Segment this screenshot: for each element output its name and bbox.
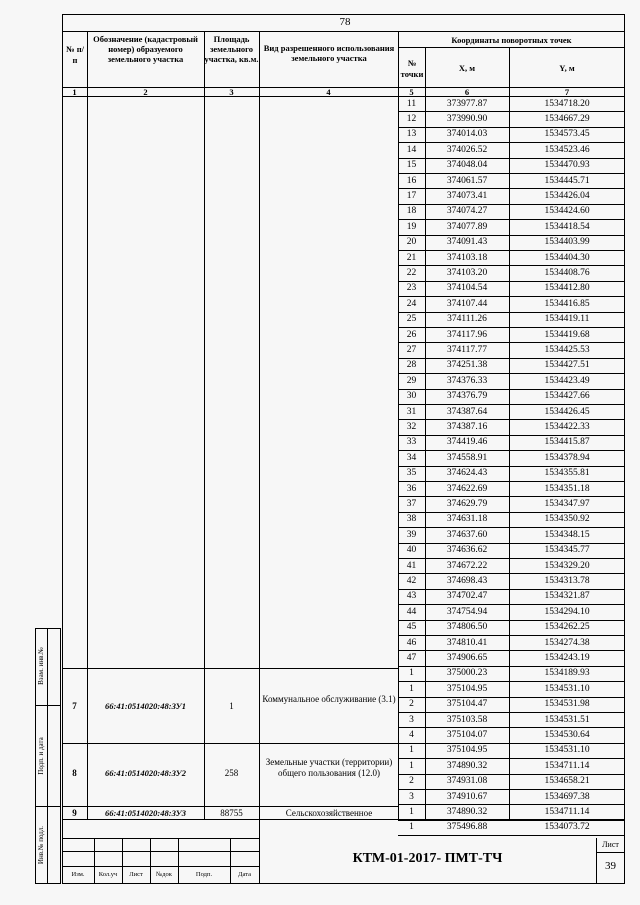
parcel-8-use: Земельные участки (территории) общего пользования (12.0): [265, 757, 393, 779]
point-number-cell: 4: [409, 729, 414, 740]
row-separator: [398, 527, 625, 528]
left-strip-sep-1: [35, 705, 61, 706]
point-number-cell: 25: [406, 314, 417, 325]
row-separator: [398, 804, 625, 805]
header-point-no: № точки: [400, 58, 424, 79]
point-number-cell: 44: [406, 606, 417, 617]
y-coordinate-cell: 1534350.92: [544, 514, 590, 525]
y-coordinate-cell: 1534073.72: [544, 822, 590, 833]
y-coordinate-cell: 1534427.66: [544, 391, 590, 402]
row-separator: [398, 774, 625, 775]
row-separator: [398, 281, 625, 282]
y-coordinate-cell: 1534415.87: [544, 437, 590, 448]
row-separator: [398, 727, 625, 728]
point-number-cell: 19: [406, 221, 417, 232]
parcel-sep-8-top: [62, 743, 398, 744]
stamp-label-ndok: №док: [156, 871, 172, 878]
header-num: № п/п: [66, 44, 84, 65]
x-coordinate-cell: 374698.43: [446, 575, 488, 586]
x-coordinate-cell: 374117.77: [446, 344, 488, 355]
x-coordinate-cell: 374672.22: [446, 560, 488, 571]
y-coordinate-cell: 1534418.54: [544, 221, 590, 232]
header-designation: Обозначение (кадастровый номер) образуемого земельного участка: [93, 34, 198, 65]
x-coordinate-cell: 374103.18: [446, 252, 488, 263]
x-coordinate-cell: 374702.47: [446, 591, 488, 602]
y-coordinate-cell: 1534345.77: [544, 545, 590, 556]
x-coordinate-cell: 374624.43: [446, 468, 488, 479]
point-number-cell: 13: [406, 129, 417, 140]
x-coordinate-cell: 374103.20: [446, 267, 488, 278]
point-number-cell: 43: [406, 591, 417, 602]
row-separator: [398, 327, 625, 328]
col-number-1: 1: [72, 87, 77, 97]
row-separator: [398, 835, 625, 836]
col-line-1: [87, 31, 88, 819]
parcel-9-area: 88755: [220, 808, 243, 818]
point-number-cell: 1: [409, 822, 414, 833]
y-coordinate-cell: 1534711.14: [544, 806, 590, 817]
y-coordinate-cell: 1534274.38: [544, 637, 590, 648]
y-coordinate-cell: 1534573.45: [544, 129, 590, 140]
point-number-cell: 16: [406, 175, 417, 186]
y-coordinate-cell: 1534658.21: [544, 776, 590, 787]
document-code-title: КТМ-01-2017- ПМТ-ТЧ: [352, 851, 503, 866]
parcel-7-use: Коммунальное обслуживание (3.1): [262, 694, 396, 704]
point-number-cell: 45: [406, 622, 417, 633]
page-number-underline: [62, 31, 625, 32]
x-coordinate-cell: 374637.60: [446, 529, 488, 540]
x-coordinate-cell: 375104.47: [446, 699, 488, 710]
left-strip-sep-2: [35, 806, 61, 807]
header-group-line: [398, 47, 625, 48]
point-number-cell: 34: [406, 452, 417, 463]
row-separator: [398, 573, 625, 574]
parcel-9-designation: 66:41:0514020:48:ЗУ3: [105, 808, 186, 818]
row-separator: [398, 188, 625, 189]
x-coordinate-cell: 375496.88: [446, 822, 488, 833]
side-label-inv: Инв.№ подл.: [37, 825, 45, 865]
y-coordinate-cell: 1534416.85: [544, 298, 590, 309]
sheet-number: 39: [605, 860, 616, 872]
header-x: X, м: [458, 63, 476, 73]
row-separator: [398, 235, 625, 236]
point-number-cell: 36: [406, 483, 417, 494]
y-coordinate-cell: 1534243.19: [544, 652, 590, 663]
point-number-cell: 32: [406, 421, 417, 432]
y-coordinate-cell: 1534531.10: [544, 745, 590, 756]
y-coordinate-cell: 1534419.11: [544, 314, 590, 325]
x-coordinate-cell: 374073.41: [446, 190, 488, 201]
y-coordinate-cell: 1534711.14: [544, 760, 590, 771]
row-separator: [398, 219, 625, 220]
row-separator: [398, 265, 625, 266]
col-number-6: 6: [464, 87, 470, 97]
point-number-cell: 29: [406, 375, 417, 386]
y-coordinate-cell: 1534523.46: [544, 144, 590, 155]
x-coordinate-cell: 374906.65: [446, 652, 488, 663]
row-separator: [398, 589, 625, 590]
y-coordinate-cell: 1534294.10: [544, 606, 590, 617]
point-number-cell: 42: [406, 575, 417, 586]
row-separator: [398, 435, 625, 436]
row-separator: [398, 466, 625, 467]
table-bottom-line: [62, 819, 625, 820]
x-coordinate-cell: 374091.43: [446, 237, 488, 248]
sheet-label: Лист: [602, 840, 619, 849]
x-coordinate-cell: 374376.79: [446, 391, 488, 402]
left-strip-divider: [47, 628, 48, 884]
side-label-podp: Подп. и дата: [37, 737, 45, 775]
y-coordinate-cell: 1534412.80: [544, 283, 590, 294]
row-separator: [398, 558, 625, 559]
row-separator: [398, 419, 625, 420]
y-coordinate-cell: 1534313.78: [544, 575, 590, 586]
row-separator: [398, 650, 625, 651]
y-coordinate-cell: 1534348.15: [544, 529, 590, 540]
point-number-cell: 11: [406, 98, 417, 109]
x-coordinate-cell: 375104.95: [446, 745, 488, 756]
y-coordinate-cell: 1534531.10: [544, 683, 590, 694]
point-number-cell: 27: [406, 344, 417, 355]
point-number-cell: 1: [409, 745, 414, 756]
x-coordinate-cell: 375104.95: [446, 683, 488, 694]
side-label-vzam: Взам. инв.№: [37, 647, 45, 685]
row-separator: [398, 142, 625, 143]
row-separator: [398, 158, 625, 159]
point-number-cell: 38: [406, 514, 417, 525]
y-coordinate-cell: 1534470.93: [544, 160, 590, 171]
x-coordinate-cell: 374636.62: [446, 545, 488, 556]
x-coordinate-cell: 374117.96: [446, 329, 488, 340]
point-number-cell: 35: [406, 468, 417, 479]
col-line-2: [204, 31, 205, 819]
row-separator: [398, 342, 625, 343]
row-separator: [398, 404, 625, 405]
point-number-cell: 3: [409, 791, 414, 802]
y-coordinate-cell: 1534424.60: [544, 206, 590, 217]
y-coordinate-cell: 1534378.94: [544, 452, 590, 463]
point-number-cell: 26: [406, 329, 417, 340]
point-number-cell: 41: [406, 560, 417, 571]
y-coordinate-cell: 1534404.30: [544, 252, 590, 263]
point-number-cell: 39: [406, 529, 417, 540]
row-separator: [398, 789, 625, 790]
y-coordinate-cell: 1534530.64: [544, 729, 590, 740]
y-coordinate-cell: 1534347.97: [544, 498, 590, 509]
x-coordinate-cell: 374111.26: [447, 314, 487, 325]
row-separator: [398, 604, 625, 605]
stamp-row-2: [62, 851, 259, 852]
x-coordinate-cell: 375103.58: [446, 714, 488, 725]
point-number-cell: 37: [406, 498, 417, 509]
y-coordinate-cell: 1534422.33: [544, 421, 590, 432]
stamp-label-izm: Изм.: [71, 871, 85, 878]
point-number-cell: 3: [409, 714, 414, 725]
stamp-label-data: Дата: [238, 871, 251, 878]
x-coordinate-cell: 373977.87: [446, 98, 488, 109]
y-coordinate-cell: 1534426.04: [544, 190, 590, 201]
row-separator: [398, 481, 625, 482]
row-separator: [398, 620, 625, 621]
y-coordinate-cell: 1534427.51: [544, 360, 590, 371]
row-separator: [398, 373, 625, 374]
row-separator: [398, 312, 625, 313]
y-coordinate-cell: 1534667.29: [544, 113, 590, 124]
x-coordinate-cell: 375104.07: [446, 729, 488, 740]
point-number-cell: 28: [406, 360, 417, 371]
parcel-8-num: 8: [72, 768, 77, 778]
row-separator: [398, 250, 625, 251]
x-coordinate-cell: 374754.94: [446, 606, 488, 617]
y-coordinate-cell: 1534351.18: [544, 483, 590, 494]
row-separator: [398, 635, 625, 636]
stamp-label-podp: Подп.: [195, 871, 213, 878]
point-number-cell: 1: [409, 806, 414, 817]
y-coordinate-cell: 1534403.99: [544, 237, 590, 248]
col-number-3: 3: [229, 87, 234, 97]
x-coordinate-cell: 374074.27: [446, 206, 488, 217]
y-coordinate-cell: 1534262.25: [544, 622, 590, 633]
point-number-cell: 24: [406, 298, 417, 309]
x-coordinate-cell: 374107.44: [446, 298, 488, 309]
x-coordinate-cell: 374251.38: [446, 360, 488, 371]
x-coordinate-cell: 374077.89: [446, 221, 488, 232]
row-separator: [398, 743, 625, 744]
row-separator: [398, 712, 625, 713]
row-separator: [398, 127, 625, 128]
x-coordinate-cell: 374890.32: [446, 806, 488, 817]
row-separator: [398, 173, 625, 174]
x-coordinate-cell: 373990.90: [446, 113, 488, 124]
x-coordinate-cell: 374558.91: [446, 452, 488, 463]
row-separator: [398, 697, 625, 698]
col-line-3: [259, 31, 260, 819]
point-number-cell: 1: [409, 683, 414, 694]
x-coordinate-cell: 374376.33: [446, 375, 488, 386]
x-coordinate-cell: 374810.41: [446, 637, 488, 648]
x-coordinate-cell: 374631.18: [446, 514, 488, 525]
x-coordinate-cell: 374622.69: [446, 483, 488, 494]
row-separator: [398, 358, 625, 359]
x-coordinate-cell: 374048.04: [446, 160, 488, 171]
x-coordinate-cell: 374910.67: [446, 791, 488, 802]
col-number-7: 7: [564, 87, 570, 97]
parcel-7-designation: 66:41:0514020:48:ЗУ1: [105, 701, 186, 711]
y-coordinate-cell: 1534419.68: [544, 329, 590, 340]
row-separator: [398, 512, 625, 513]
y-coordinate-cell: 1534329.20: [544, 560, 590, 571]
point-number-cell: 17: [406, 190, 417, 201]
x-coordinate-cell: 374806.50: [446, 622, 488, 633]
x-coordinate-cell: 374931.08: [446, 776, 488, 787]
col-number-4: 4: [326, 87, 331, 97]
x-coordinate-cell: 374014.03: [446, 129, 488, 140]
y-coordinate-cell: 1534531.51: [544, 714, 590, 725]
point-number-cell: 12: [406, 113, 417, 124]
stamp-sheet-sep: [596, 852, 625, 853]
row-separator: [398, 389, 625, 390]
y-coordinate-cell: 1534189.93: [544, 668, 590, 679]
y-coordinate-cell: 1534408.76: [544, 267, 590, 278]
header-y: Y, м: [559, 63, 575, 73]
parcel-9-use: Сельскохозяйственное: [285, 808, 373, 818]
parcel-7-area: 1: [229, 701, 234, 711]
point-number-cell: 14: [406, 144, 417, 155]
point-number-cell: 1: [409, 760, 414, 771]
row-separator: [398, 496, 625, 497]
page-number: 78: [339, 16, 351, 28]
x-coordinate-cell: 374419.46: [446, 437, 488, 448]
y-coordinate-cell: 1534355.81: [544, 468, 590, 479]
point-number-cell: 31: [406, 406, 417, 417]
point-number-cell: 18: [406, 206, 417, 217]
point-number-cell: 46: [406, 637, 417, 648]
x-coordinate-cell: 375000.23: [446, 668, 488, 679]
parcel-7-num: 7: [72, 701, 77, 711]
x-coordinate-cell: 374387.64: [446, 406, 488, 417]
header-coords-group: Координаты поворотных точек: [451, 35, 572, 45]
x-coordinate-cell: 374026.52: [446, 144, 488, 155]
point-number-cell: 2: [409, 776, 414, 787]
row-separator: [398, 666, 625, 667]
row-separator: [398, 758, 625, 759]
parcel-8-area: 258: [224, 768, 239, 778]
y-coordinate-cell: 1534697.38: [544, 791, 590, 802]
point-number-cell: 22: [406, 267, 417, 278]
y-coordinate-cell: 1534426.45: [544, 406, 590, 417]
x-coordinate-cell: 374629.79: [446, 498, 488, 509]
stamp-row-3: [62, 866, 259, 867]
row-separator: [398, 450, 625, 451]
row-separator: [398, 111, 625, 112]
row-separator: [398, 204, 625, 205]
x-coordinate-cell: 374061.57: [446, 175, 488, 186]
row-separator: [398, 681, 625, 682]
stamp-label-list: Лист: [129, 871, 143, 878]
point-number-cell: 2: [409, 699, 414, 710]
row-separator: [398, 543, 625, 544]
point-number-cell: 33: [406, 437, 417, 448]
col-number-2: 2: [143, 87, 148, 97]
header-area: Площадь земельного участка, кв.м.: [204, 34, 259, 65]
parcel-8-designation: 66:41:0514020:48:ЗУ2: [105, 768, 186, 778]
point-number-cell: 15: [406, 160, 417, 171]
row-separator: [398, 296, 625, 297]
point-number-cell: 30: [406, 391, 417, 402]
parcel-9-num: 9: [72, 808, 77, 818]
stamp-row-1: [62, 838, 259, 839]
y-coordinate-cell: 1534321.87: [544, 591, 590, 602]
col-number-5: 5: [409, 87, 414, 97]
x-coordinate-cell: 374890.32: [446, 760, 488, 771]
y-coordinate-cell: 1534425.53: [544, 344, 590, 355]
parcel-sep-7-top: [62, 668, 398, 669]
y-coordinate-cell: 1534445.71: [544, 175, 590, 186]
point-number-cell: 47: [406, 652, 417, 663]
header-use: Вид разрешенного использования земельного участка: [263, 43, 395, 64]
point-number-cell: 20: [406, 237, 417, 248]
y-coordinate-cell: 1534423.49: [544, 375, 590, 386]
parcel-sep-9-top: [62, 806, 398, 807]
point-number-cell: 23: [406, 283, 417, 294]
point-number-cell: 40: [406, 545, 417, 556]
y-coordinate-cell: 1534531.98: [544, 699, 590, 710]
stamp-label-koluch: Кол.уч: [98, 871, 118, 878]
x-coordinate-cell: 374104.54: [446, 283, 488, 294]
y-coordinate-cell: 1534718.20: [544, 98, 590, 109]
x-coordinate-cell: 374387.16: [446, 421, 488, 432]
point-number-cell: 21: [406, 252, 417, 263]
point-number-cell: 1: [409, 668, 414, 679]
